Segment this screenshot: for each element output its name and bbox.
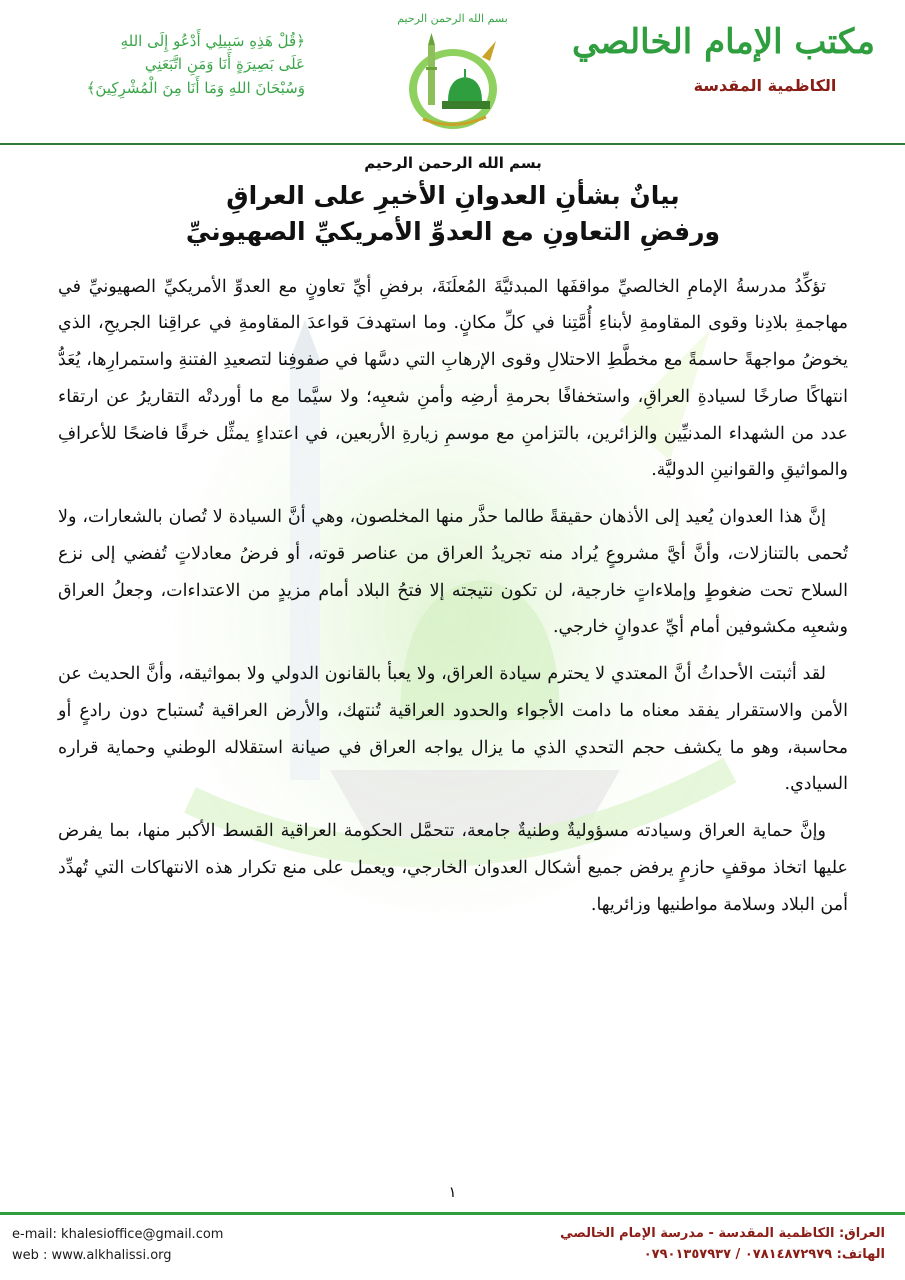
- office-block: [571, 20, 875, 96]
- footer: [0, 1212, 905, 1280]
- footer-address: العراق: الكاظمية المقدسة - مدرسة الإمام الخالصي: [560, 1226, 885, 1241]
- title-line: ورفضِ التعاونِ مع العدوِّ الأمريكيِّ الصهيونيِّ: [185, 217, 721, 247]
- quill-pen-icon: [482, 41, 496, 61]
- logo-block: [365, 12, 540, 142]
- paragraph: وإنَّ حماية العراق وسيادته مسؤوليةٌ وطنيةٌ جامعة، تتحمَّل الحكومة العراقية القسط الأكبر منها، بما يفرض عليها اتخاذ موقفٍ حازمٍ يرفض جميع أشكال العدوان الخارجي، ويعمل على منع تكرار هذه الانتهاكات التي تُهدِّد أمن البلاد وسلامة مواطنيها وزائريها.: [58, 821, 848, 915]
- footer-divider: [0, 1212, 905, 1215]
- footer-email[interactable]: e-mail: khalesioffice@gmail.com: [12, 1227, 224, 1242]
- footer-website[interactable]: web : www.alkhalissi.org: [12, 1247, 172, 1263]
- paragraph: تؤكِّدُ مدرسةُ الإمامِ الخالصيِّ مواقفَها المبدئيَّةَ المُعلَنَةَ، برفضِ أيِّ تعاونٍ مع العدوِّ الأمريكيِّ الصهيونيِّ في مهاجمةِ بلادِنا وقوى المقاومةِ لأبناءِ أُمَّتِنا في كلِّ مكانٍ. وما استهدفَ قواعدَ المقاومةِ في عراقِنا الجريحِ، الذي يخوضُ مواجهةً حاسمةً مع مخطَّطِ الاحتلالِ وقوى الإرهابِ التي دسَّها في صفوفِنا لتصعيدِ الفتنةِ واستمرارِها، يُعَدُّ انتهاكًا صارخًا لسيادةِ العراقِ، واستخفافًا بحرمةِ أرضِه وأمنِ شعبِه؛ ولا سيَّما مع ما أوردتْه التقاريرُ عن ارتقاء عدد من الشهداء المدنيِّين والزائرين، بالتزامنِ مع موسمِ زيارةِ الأربعين، في اعتداءٍ يمثِّل خرقًا فاضحًا للأعرافِ والمواثيقِ والقوانينِ الدوليَّة.: [58, 276, 848, 481]
- footer-phone: الهاتف: ٠٧٨١٤٨٧٢٩٧٩ / ٠٧٩٠١٣٥٧٩٣٧: [643, 1246, 885, 1262]
- office-title: مكتب الإمام الخالصي: [571, 22, 875, 62]
- basmala: بسم الله الرحمن الرحيم: [364, 154, 542, 172]
- mosque-logo-icon: [398, 27, 508, 137]
- verse-line: ﴿قُلْ هَذِهِ سَبِيلِي أَدْعُو إِلَى اللهِ: [120, 32, 305, 50]
- footer-address-block: [560, 1224, 885, 1266]
- verse-line: عَلَى بَصِيرَةٍ أَنَا وَمَنِ اتَّبَعَنِي: [144, 55, 305, 74]
- footer-contact: [12, 1225, 223, 1267]
- statement-body: [58, 150, 848, 933]
- logo-basmala: بسم الله الرحمن الرحيم: [397, 12, 508, 25]
- title-line: بيانٌ بشأنِ العدوانِ الأخيرِ على العراقِ: [226, 181, 680, 210]
- office-subtitle: الكاظمية المقدسة: [693, 76, 837, 96]
- quran-verse: [30, 30, 305, 100]
- letterhead: [0, 0, 905, 145]
- verse-line: وَسُبْحَانَ اللهِ وَمَا أَنَا مِنَ الْمُشْرِكِينَ﴾: [86, 78, 305, 97]
- header-divider: [0, 143, 905, 145]
- paragraph: إنَّ هذا العدوان يُعيد إلى الأذهان حقيقةً طالما حذَّر منها المخلصون، وهي أنَّ السيادة لا تُصان بالشعارات، ولا تُحمى بالتنازلات، وأنَّ أيَّ مشروعٍ يُراد منه تجريدُ العراق من عناصر قوته، أو فرضُ معادلاتٍ تُفضي إلى نزع السلاح تحت ضغوطٍ وإملاءاتٍ خارجية، لن تكون نتيجته إلا فتحُ البلاد أمام مزيدٍ من الاعتداءات، وجعلُ العراق وشعبِه مكشوفين أمام أيِّ عدوانٍ خارجي.: [58, 507, 848, 638]
- statement-title: [58, 178, 848, 251]
- paragraph: لقد أثبتت الأحداثُ أنَّ المعتدي لا يحترم سيادة العراق، ولا يعبأ بالقانون الدولي ولا بمواثيقه، وأنَّ الحديث عن الأمن والاستقرار يفقد معناه ما دامت الأجواء والحدود العراقية تُنتهك، والأرض العراقية تُستباح دون رادعٍ أو محاسبة، وهو ما يكشف حجم التحدي الذي ما يزال يواجه العراق في صيانة استقلاله الوطني وحماية قراره السيادي.: [58, 664, 848, 795]
- page-number: ١: [448, 1183, 457, 1201]
